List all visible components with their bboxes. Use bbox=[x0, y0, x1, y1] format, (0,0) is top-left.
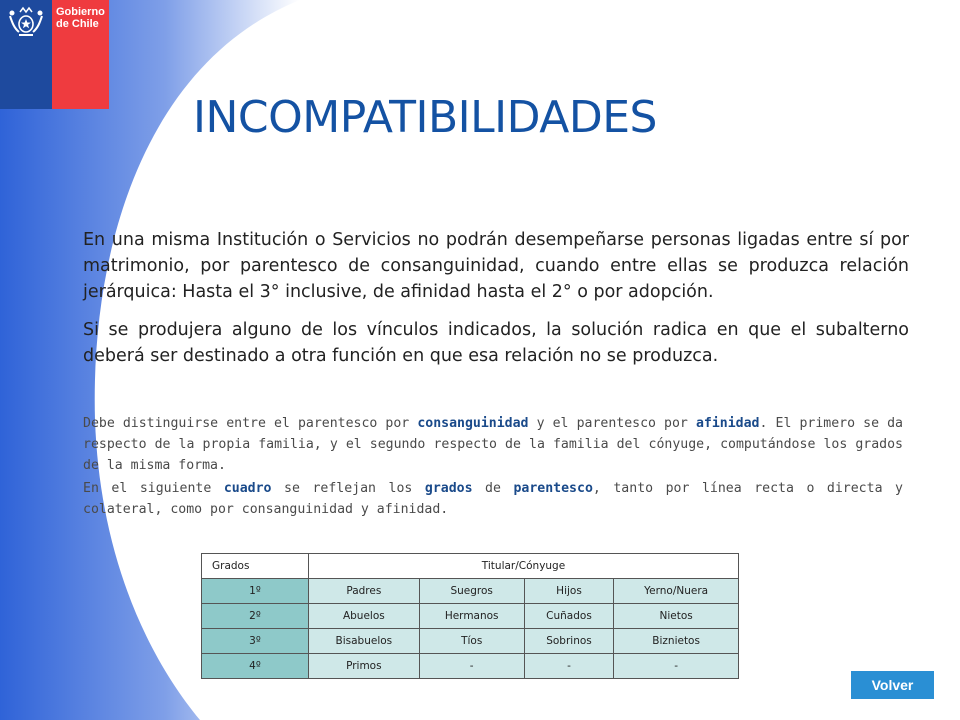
relation-cell: Suegros bbox=[419, 579, 524, 604]
gobierno-de-chile-logo bbox=[0, 0, 109, 109]
relation-cell: - bbox=[419, 654, 524, 679]
note1-text-e: . El primero se da respecto de la propia familia, y el segundo respecto de la familia del cónyuge, computándose los grados de la misma forma. bbox=[83, 416, 903, 473]
note2-text-e: de bbox=[472, 481, 514, 496]
note1-text-c: y el parentesco por bbox=[528, 416, 696, 431]
relation-cell: Bisabuelos bbox=[309, 629, 420, 654]
logo-brand-text: Gobierno de Chile bbox=[56, 6, 105, 30]
relation-cell: - bbox=[614, 654, 739, 679]
header-titular-conyuge: Titular/Cónyuge bbox=[309, 554, 739, 579]
relation-cell: - bbox=[524, 654, 614, 679]
grades-table bbox=[201, 553, 739, 679]
note1-afinidad: afinidad bbox=[695, 416, 760, 431]
table-row bbox=[202, 629, 739, 654]
header-grados: Grados bbox=[202, 554, 309, 579]
relation-cell: Biznietos bbox=[614, 629, 739, 654]
note-table-intro bbox=[83, 478, 903, 520]
note2-parentesco: parentesco bbox=[513, 481, 593, 496]
relation-cell: Abuelos bbox=[309, 604, 420, 629]
table-row bbox=[202, 604, 739, 629]
grade-cell: 4º bbox=[202, 654, 309, 679]
grade-cell: 2º bbox=[202, 604, 309, 629]
relation-cell: Cuñados bbox=[524, 604, 614, 629]
chile-crest-icon bbox=[6, 6, 46, 40]
table-row bbox=[202, 579, 739, 604]
note2-grados: grados bbox=[424, 481, 473, 496]
relation-cell: Tíos bbox=[419, 629, 524, 654]
page-title: INCOMPATIBILIDADES bbox=[193, 92, 657, 143]
relation-cell: Yerno/Nuera bbox=[614, 579, 739, 604]
grade-cell: 1º bbox=[202, 579, 309, 604]
note2-cuadro: cuadro bbox=[223, 481, 272, 496]
relation-cell: Primos bbox=[309, 654, 420, 679]
relation-cell: Hermanos bbox=[419, 604, 524, 629]
table-row bbox=[202, 654, 739, 679]
paragraph-solution: Si se produjera alguno de los vínculos indicados, la solución radica en que el subalterno deberá ser destinado a otra función en que esa relación no se produzca. bbox=[83, 320, 909, 366]
table-header-row bbox=[202, 554, 739, 579]
relation-cell: Nietos bbox=[614, 604, 739, 629]
note1-consanguinidad: consanguinidad bbox=[417, 416, 529, 431]
paragraph-incompatibility-rule: En una misma Institución o Servicios no podrán desempeñarse personas ligadas entre sí por matrimonio, por parentesco de consanguinidad, cuando entre ellas se produzca relación jerárquica: Hasta el 3° inclusive, de afinidad hasta el 2° o por adopción. bbox=[83, 230, 909, 302]
relation-cell: Sobrinos bbox=[524, 629, 614, 654]
relation-cell: Hijos bbox=[524, 579, 614, 604]
note2-text-g: , tanto por línea recta o directa y colateral, como por consanguinidad y afinidad. bbox=[83, 481, 903, 517]
note-distinguish-parentesco bbox=[83, 413, 903, 476]
note2-text-c: se reflejan los bbox=[271, 481, 425, 496]
volver-button[interactable]: Volver bbox=[851, 671, 934, 699]
relation-cell: Padres bbox=[309, 579, 420, 604]
grade-cell: 3º bbox=[202, 629, 309, 654]
note1-text-a: Debe distinguirse entre el parentesco por bbox=[83, 416, 418, 431]
note2-text-a: En el siguiente bbox=[83, 481, 224, 496]
